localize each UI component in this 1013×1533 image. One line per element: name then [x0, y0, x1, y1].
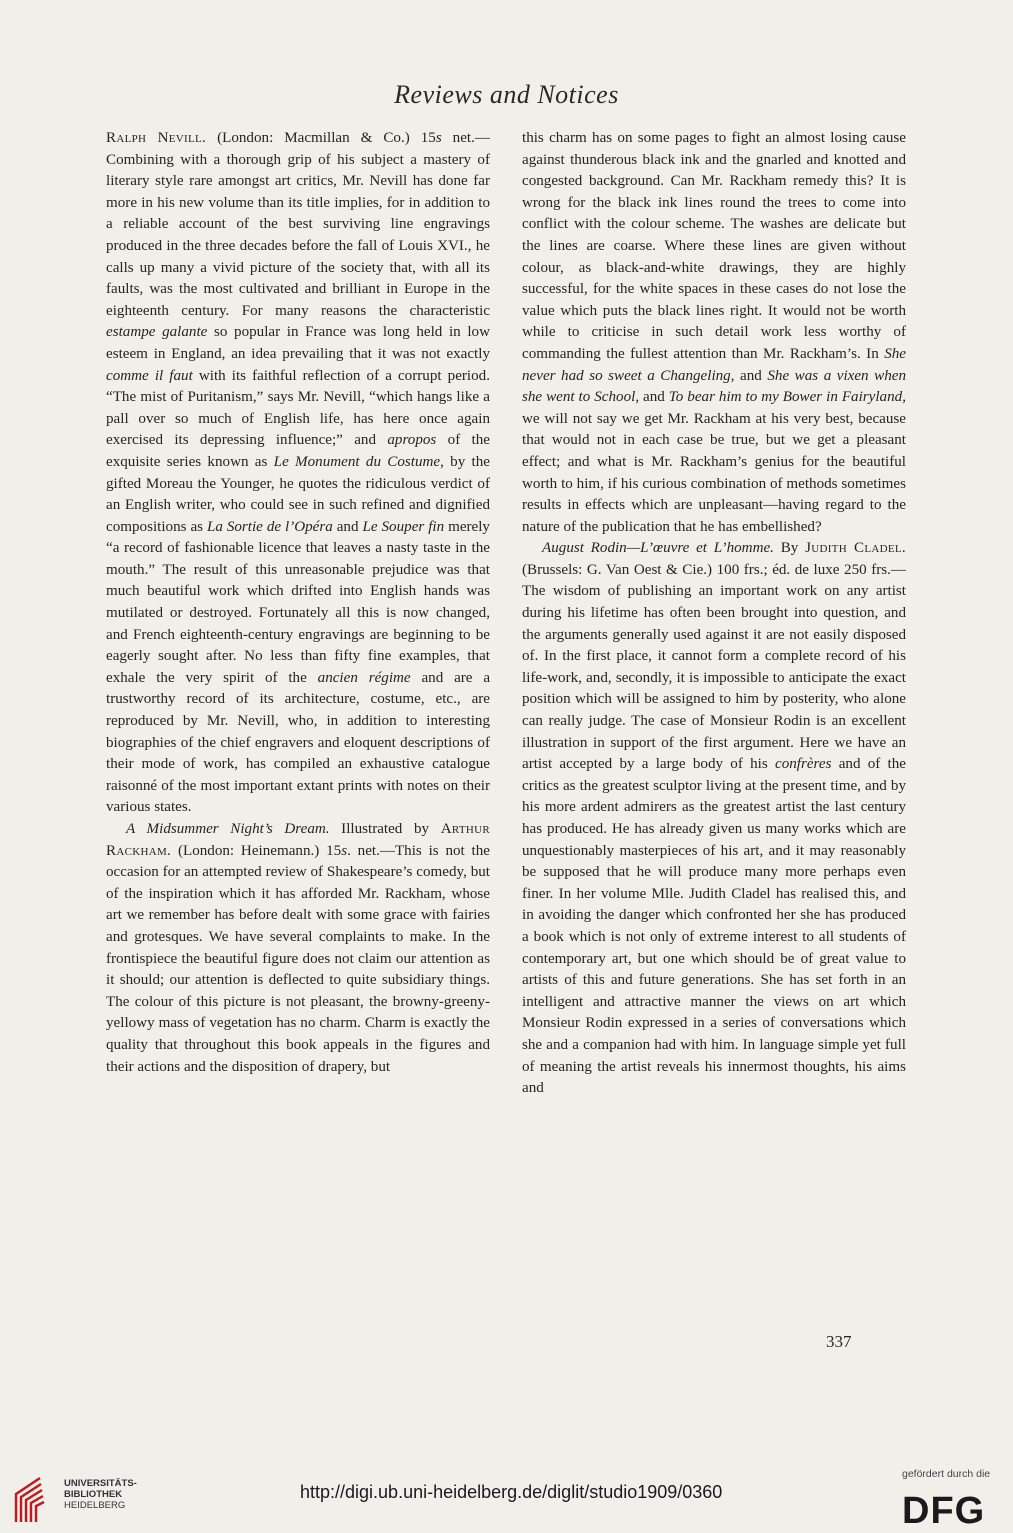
dfg-logo-text: DFG [902, 1490, 986, 1528]
running-head: Reviews and Notices [394, 80, 619, 109]
review-midsummer-continued: this charm has on some pages to fight an almost losing cause against thunderous black ink and the gnarled and knotted and congested background. Can Mr. Rackham remedy this? It is wrong for the black ink lines round the trees to come into conflict with the colour scheme. The washes are delicate but the lines are coarse. Where these lines are given without colour, as black-and-white drawings, they are highly successful, for the white spaces in these cases do not lose the value which puts the black lines right. It would not be worth while to criticise in such detail work less worthy of commanding the fullest attention than Mr. Rackham’s. In She never had so sweet a Changeling, and She was a vixen when she went to School, and To bear him to my Bower in Fairyland, we will not say we get Mr. Rackham at his very best, because that would not in each case be true, but we get a pleasant effect; and what is Mr. Rackham’s genius for the beautiful worth to him, if his curious combination of methods sometimes results in effects which are unpleasant—having regard to the nature of the publication that he has embellished? [522, 130, 906, 535]
source-url-link[interactable]: http://digi.ub.uni-heidelberg.de/diglit/studio1909/0360 [300, 1482, 723, 1502]
left-column [106, 128, 490, 1078]
review-midsummer: A Midsummer Night’s Dream. Illustrated by Arthur Rackham. (London: Heinemann.) 15s. net.—This is not the occasion for an attempted review of Shakespeare’s comedy, but of the inspiration which it has afforded Mr. Rackham, whose art we remember has before dealt with some grace with fairies and grotesques. We have several complaints to make. In the frontispiece the beautiful figure does not claim our attention as it should; our attention is deflected to quite subsidiary things. The colour of this picture is not pleasant, the browny-greeny-yellowy mass of vegetation has no charm. Charm is exactly the quality that throughout this book appeals in the figures and their actions and the disposition of drapery, but [106, 821, 491, 1075]
review-author: Judith Cladel. [805, 540, 906, 557]
dfg-logo-icon[interactable] [902, 1488, 998, 1528]
university-library-logo-icon[interactable] [10, 1476, 58, 1524]
funding-label: gefördert durch die [902, 1468, 991, 1480]
digitization-footer [0, 1458, 1013, 1533]
review-author: Ralph Nevill. [106, 130, 207, 146]
university-library-name: UNIVERSITÄTS- BIBLIOTHEK HEIDELBERG [64, 1478, 137, 1511]
right-column [522, 128, 906, 1100]
review-nevill: Ralph Nevill. (London: Macmillan & Co.) 15s net.—Combining with a thorough grip of his subject a mastery of literary style rare amongst art critics, Mr. Nevill has done far more in his new volume than its title implies, for in addition to a reliable account of the best surviving line engravings produced in the three decades before the fall of Louis XVI., he calls up many a vivid picture of the society that, with all its faults, was the most cultivated and brilliant in Europe in the eighteenth century. For many reasons the characteristic estampe galante so popular in France was long held in low esteem in England, an idea prevailing that it was not exactly comme il faut with its faithful reflection of a corrupt period. “The mist of Puritanism,” says Mr. Nevill, “which hangs like a pall over so much of English life, has here once again exercised its depressing influence;” and apropos of the exquisite series known as Le Monument du Costume, by the gifted Moreau the Younger, he quotes the ridiculous verdict of an English writer, who could see in such refined and dignified compositions as La Sortie de l’Opéra and Le Souper fin merely “a record of fashionable licence that leaves a nasty taste in the mouth.” The result of this unreasonable prejudice was that much beautiful work which drifted into English hands was mutilated or destroyed. Fortunately all this is now changed, and French eighteenth-century engravings are beginning to be eagerly sought after. No less than fifty fine examples, that exhale the very spirit of the ancien régime and are a trustworthy record of its architecture, costume, etc., are reproduced by Mr. Nevill, who, in addition to interesting biographies of the chief engravers and eloquent descriptions of their mode of work, has compiled an exhaustive catalogue raisonné of the most important extant prints with notes on their various states. [106, 130, 491, 816]
review-title: A Midsummer Night’s Dream. [126, 821, 330, 837]
review-rodin: August Rodin—L’œuvre et L’homme. By Judith Cladel. (Brussels: G. Van Oest & Cie.) 100 frs.; éd. de luxe 250 frs.—The wisdom of publishing an important work on any artist during his lifetime has often been brought into question, and the arguments generally used against it are not easily disposed of. In the first place, it cannot form a complete record of his life-work, and, secondly, it is impossible to anticipate the exact position which will be assigned to him by posterity, who alone can really judge. The case of Monsieur Rodin is an excellent illustration in support of the first argument. Here we have an artist accepted by a large body of his confrères and of the critics as the greatest sculptor living at the present time, and by his more ardent admirers as the greatest artist the last century has produced. He has already given us many works which are unquestionably masterpieces of his art, and it may reasonably be supposed that he will produce many more perhaps even finer. In her volume Mlle. Judith Cladel has realised this, and in avoiding the danger which confronted her she has produced a book which is not only of extreme interest to all students of contemporary art, but one which should be of great value to artists of this and future generations. She has set forth in an intelligent and attractive manner the views on art which Monsieur Rodin expressed in a series of conversations which she and a companion had with him. In language simple yet full of meaning the artist reveals his innermost thoughts, his aims and [522, 540, 906, 1097]
page-number: 337 [826, 1332, 852, 1351]
review-author: Arthur Rackham. [106, 821, 491, 859]
review-title: August Rodin—L’œuvre et L’homme. [542, 540, 774, 557]
